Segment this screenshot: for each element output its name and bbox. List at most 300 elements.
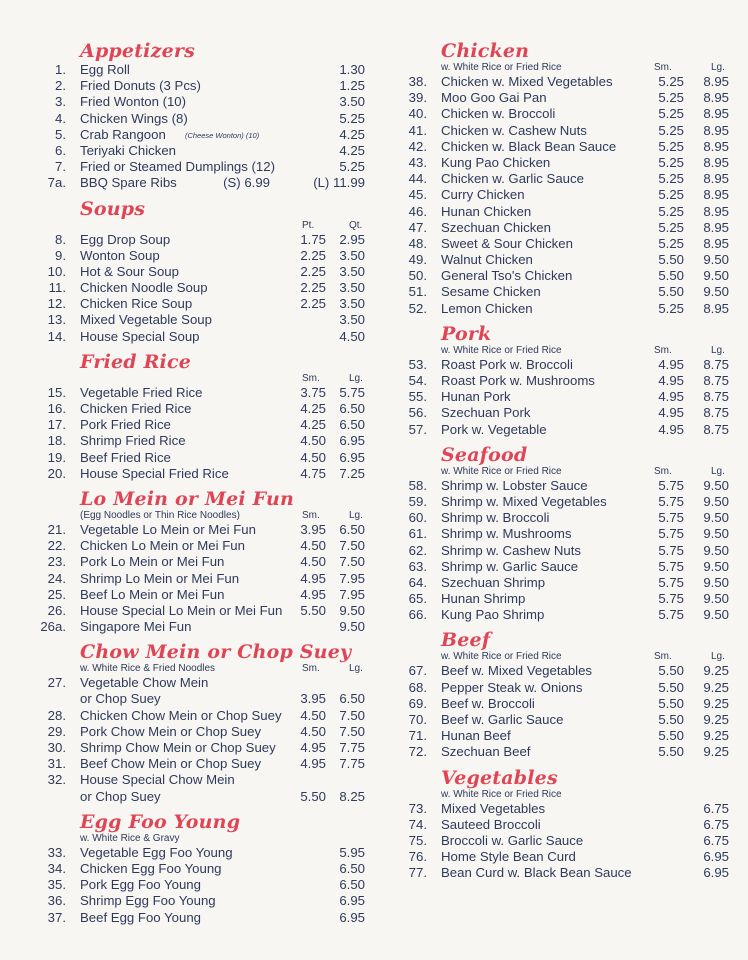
item-number: 71. — [408, 728, 427, 744]
price-large: 9.50 — [703, 558, 729, 574]
price-large: 9.25 — [703, 679, 729, 695]
menu-section-pork — [395, 323, 729, 438]
item-name: Shrimp w. Lobster Sauce — [441, 477, 588, 493]
menu-item — [395, 849, 729, 865]
menu-item — [395, 106, 729, 122]
menu-item — [34, 861, 368, 877]
menu-item — [395, 510, 729, 526]
item-number: 5. — [55, 126, 66, 142]
price-small: 5.25 — [658, 300, 684, 316]
menu-item — [34, 772, 368, 788]
price-large: 9.25 — [703, 744, 729, 760]
menu-item — [395, 220, 729, 236]
menu-item — [34, 587, 368, 603]
price-small: 4.95 — [658, 405, 684, 421]
item-number: 54. — [408, 373, 427, 388]
item-name: Vegetable Chow Mein — [80, 675, 209, 691]
price-large: 9.50 — [339, 602, 365, 618]
price-small: 5.25 — [658, 203, 684, 219]
item-number: 66. — [408, 607, 427, 623]
menu-item — [395, 74, 729, 90]
section-title: Fried Rice — [80, 350, 192, 373]
price-large: 9.25 — [703, 712, 729, 727]
item-name: Szechuan Chicken — [441, 219, 551, 235]
item-name: Beef Fried Rice — [80, 449, 171, 465]
item-number: 1. — [55, 62, 66, 77]
section-subtitle: w. White Rice or Fried Rice — [441, 344, 562, 356]
item-name: Singapore Mei Fun — [80, 619, 192, 635]
price-small: 5.75 — [658, 607, 684, 623]
item-name: Chicken Lo Mein or Mei Fun — [80, 538, 245, 554]
item-name: Chicken Chow Mein or Chop Suey — [80, 707, 282, 723]
section-title: Appetizers — [80, 40, 195, 62]
item-number: 72. — [408, 744, 427, 760]
price-large: 9.25 — [703, 695, 729, 711]
item-number: 52. — [408, 300, 427, 316]
price-header-large: Qt. — [349, 219, 363, 231]
price-small: 5.25 — [658, 106, 684, 122]
item-name: Vegetable Egg Foo Young — [80, 844, 233, 860]
price-small: 5.75 — [658, 526, 684, 542]
price-small: 5.75 — [658, 477, 684, 493]
menu-item — [395, 728, 729, 744]
price-large: 8.75 — [703, 389, 729, 405]
section-title: Egg Foo Young — [80, 810, 241, 833]
menu-item — [34, 296, 368, 312]
item-number: 76. — [408, 849, 427, 865]
item-number: 28. — [47, 707, 66, 723]
menu-item — [395, 301, 729, 317]
menu-left-column — [34, 40, 368, 932]
section-subheader — [80, 510, 368, 522]
item-name: Shrimp w. Broccoli — [441, 510, 550, 526]
section-subtitle: w. White Rice or Fried Rice — [441, 788, 562, 800]
item-number: 62. — [408, 542, 427, 558]
price-large: 4.50 — [339, 328, 365, 344]
price-large: 9.50 — [703, 510, 729, 526]
menu-item — [395, 357, 729, 373]
section-subheader — [441, 651, 729, 663]
price-large: 6.75 — [703, 816, 729, 832]
item-number: 25. — [47, 586, 66, 602]
item-number: 26. — [47, 602, 66, 618]
section-subtitle: w. White Rice & Gravy — [80, 832, 180, 844]
price-small: 3.95 — [300, 691, 326, 707]
menu-item — [34, 554, 368, 570]
item-name: Chicken w. Broccoli — [441, 106, 556, 122]
price-small: 2.25 — [300, 296, 326, 312]
item-number: 45. — [408, 187, 427, 203]
menu-item — [34, 143, 368, 159]
price-small: 1.75 — [300, 231, 326, 247]
item-number: 27. — [47, 675, 66, 691]
menu-item — [34, 724, 368, 740]
item-number: 70. — [408, 712, 427, 727]
item-number: 10. — [47, 263, 66, 279]
item-number: 53. — [408, 356, 427, 372]
item-name: Pork w. Vegetable — [441, 421, 547, 437]
price-small: 5.50 — [658, 712, 684, 727]
item-name: Beef w. Garlic Sauce — [441, 712, 564, 727]
item-number: 43. — [408, 154, 427, 170]
item-number: 65. — [408, 591, 427, 607]
item-name: Kung Pao Chicken — [441, 154, 551, 170]
price-small: 5.75 — [658, 591, 684, 607]
item-number: 18. — [47, 433, 66, 449]
item-number: 2. — [55, 78, 66, 94]
item-name: Pork Egg Foo Young — [80, 877, 201, 893]
menu-item — [34, 522, 368, 538]
price-large: 6.50 — [339, 401, 365, 416]
item-name: Sweet & Sour Chicken — [441, 235, 573, 251]
item-name: Chicken Egg Foo Young — [80, 860, 222, 876]
price-small: 5.75 — [658, 542, 684, 558]
price-large: 5.25 — [339, 159, 365, 175]
price-small: 4.50 — [300, 538, 326, 554]
item-name: Chicken w. Black Bean Sauce — [441, 138, 617, 154]
item-name: Pork Chow Mein or Chop Suey — [80, 723, 262, 739]
menu-item — [34, 94, 368, 110]
price-large: 7.95 — [339, 586, 365, 602]
item-name: Hunan Shrimp — [441, 591, 526, 607]
menu-item — [395, 187, 729, 203]
item-name: Beef Lo Mein or Mei Fun — [80, 586, 225, 602]
price-header-small: Sm. — [302, 663, 320, 675]
menu-item — [395, 405, 729, 421]
menu-item — [395, 123, 729, 139]
menu-item — [34, 232, 368, 248]
section-subtitle: w. White Rice or Fried Rice — [441, 651, 562, 663]
section-subtitle: w. White Rice or Fried Rice — [441, 62, 562, 73]
price-small: 5.25 — [658, 171, 684, 187]
item-number: 34. — [47, 860, 66, 876]
item-name: Kung Pao Shrimp — [441, 607, 545, 623]
price-small: 5.25 — [658, 90, 684, 106]
item-name: Vegetable Lo Mein or Mei Fun — [80, 521, 256, 537]
item-number: 30. — [47, 740, 66, 755]
price-small: 4.50 — [300, 433, 326, 449]
item-number: 24. — [47, 570, 66, 586]
menu-item — [34, 708, 368, 724]
item-number: 21. — [47, 521, 66, 537]
item-number: 11. — [48, 280, 66, 296]
item-number: 48. — [408, 235, 427, 251]
menu-section-soups — [34, 198, 368, 345]
menu-item — [34, 312, 368, 328]
price-large: 6.75 — [703, 832, 729, 848]
item-name: Shrimp w. Mixed Vegetables — [441, 493, 607, 509]
menu-item — [395, 591, 729, 607]
price-small: 4.95 — [658, 421, 684, 437]
item-name: Fried or Steamed Dumplings (12) — [80, 159, 275, 175]
item-name: Szechuan Beef — [441, 744, 531, 760]
menu-item — [34, 910, 368, 926]
menu-item — [34, 450, 368, 466]
item-number: 17. — [47, 417, 66, 433]
menu-section-seafood — [395, 444, 729, 624]
item-number: 39. — [408, 90, 427, 106]
item-note: (Cheese Wonton) (10) — [185, 130, 260, 140]
price-large: 8.95 — [703, 122, 729, 138]
price-header-small: Sm. — [302, 372, 320, 384]
price-small: 4.95 — [658, 356, 684, 372]
item-name: or Chop Suey — [80, 788, 161, 804]
menu-item — [395, 712, 729, 728]
item-number: 31. — [47, 756, 66, 772]
menu-item — [395, 478, 729, 494]
price-large: 6.95 — [339, 449, 365, 465]
item-name: Vegetable Fried Rice — [80, 384, 203, 400]
menu-item — [395, 236, 729, 252]
price-header-small: Sm. — [654, 344, 672, 356]
price-large: 7.75 — [339, 756, 365, 772]
price-small: 5.25 — [658, 187, 684, 203]
item-name: House Special Soup — [80, 328, 200, 344]
item-name: Beef Egg Foo Young — [80, 909, 201, 925]
price-large: 8.95 — [703, 106, 729, 122]
menu-item — [395, 252, 729, 268]
item-number: 42. — [408, 138, 427, 154]
price-small: 5.50 — [300, 602, 326, 618]
price-small: 2.25 — [300, 263, 326, 279]
item-number: 50. — [408, 268, 427, 284]
menu-right-column — [395, 40, 729, 888]
item-number: 15. — [47, 384, 66, 400]
item-number: 63. — [408, 558, 427, 574]
price-large: 4.25 — [339, 142, 365, 158]
menu-item — [395, 389, 729, 405]
menu-item — [34, 127, 368, 143]
item-number: 32. — [47, 772, 66, 788]
menu-item — [395, 744, 729, 760]
item-name: Beef w. Mixed Vegetables — [441, 663, 593, 679]
price-small: 5.75 — [658, 574, 684, 590]
price-large: 9.50 — [703, 493, 729, 509]
price-large: 6.50 — [339, 521, 365, 537]
section-subheader — [441, 345, 729, 357]
section-subheader — [80, 373, 368, 385]
item-name: Shrimp w. Mushrooms — [441, 526, 572, 542]
item-number: 7. — [55, 159, 66, 175]
price-large: 9.50 — [703, 526, 729, 542]
price-large: 6.95 — [339, 433, 365, 449]
price-large: 9.50 — [703, 607, 729, 623]
item-number: 46. — [408, 203, 427, 219]
menu-section-lo-mein — [34, 488, 368, 635]
item-name: Teriyaki Chicken — [80, 142, 177, 158]
item-number: 23. — [47, 554, 66, 570]
item-number: 57. — [408, 421, 427, 437]
price-large: 1.25 — [339, 78, 365, 94]
item-number: 4. — [55, 110, 66, 126]
price-header-small: Sm. — [302, 509, 320, 521]
menu-item — [34, 111, 368, 127]
price-small: 4.95 — [300, 756, 326, 772]
price-large: 5.75 — [339, 384, 365, 400]
item-name: Shrimp Chow Mein or Chop Suey — [80, 740, 276, 755]
section-title: Lo Mein or Mei Fun — [80, 487, 295, 510]
menu-item — [34, 159, 368, 175]
menu-item — [34, 893, 368, 909]
item-name: Roast Pork w. Mushrooms — [441, 373, 595, 388]
price-large: 6.50 — [339, 877, 365, 893]
item-name: Walnut Chicken — [441, 252, 533, 268]
section-subheader — [441, 466, 729, 478]
price-large: 8.95 — [703, 187, 729, 203]
section-gap — [34, 926, 368, 932]
menu-item — [395, 543, 729, 559]
section-title: Chow Mein or Chop Suey — [80, 641, 352, 664]
menu-item — [34, 675, 368, 691]
menu-item — [34, 280, 368, 296]
item-name: Curry Chicken — [441, 187, 525, 203]
item-number: 59. — [408, 493, 427, 509]
item-number: 33. — [47, 844, 66, 860]
price-large: 9.50 — [703, 268, 729, 284]
menu-item — [395, 696, 729, 712]
price-large: 7.50 — [339, 538, 365, 554]
item-name: House Special Lo Mein or Mei Fun — [80, 602, 283, 618]
menu-item — [34, 264, 368, 280]
price-small: 4.95 — [300, 740, 326, 755]
section-title: Vegetables — [441, 766, 558, 789]
section-title: Soups — [80, 197, 146, 220]
item-name: Pork Fried Rice — [80, 417, 171, 433]
menu-section-chicken — [395, 40, 729, 317]
price-large: 8.25 — [339, 788, 365, 804]
menu-section-appetizers — [34, 40, 368, 192]
menu-item — [395, 139, 729, 155]
item-name: Chicken Fried Rice — [80, 401, 192, 416]
menu-section-beef — [395, 629, 729, 760]
price-small: 4.25 — [300, 401, 326, 416]
item-name: Broccoli w. Garlic Sauce — [441, 832, 584, 848]
price-small: 5.50 — [658, 268, 684, 284]
item-number: 16. — [47, 401, 66, 416]
item-number: 38. — [408, 74, 427, 89]
item-name: BBQ Spare Ribs — [80, 175, 177, 191]
item-name: Hunan Pork — [441, 389, 511, 405]
item-number: 19. — [47, 449, 66, 465]
menu-item — [395, 155, 729, 171]
price-large: 6.50 — [339, 691, 365, 707]
price-large: 6.75 — [703, 800, 729, 816]
price-small: 5.25 — [658, 122, 684, 138]
item-number: 69. — [408, 695, 427, 711]
price-small: 4.95 — [300, 586, 326, 602]
price-small: 4.50 — [300, 554, 326, 570]
item-name: Fried Wonton (10) — [80, 94, 187, 110]
menu-section-fried-rice — [34, 351, 368, 482]
item-name: General Tso's Chicken — [441, 268, 573, 284]
price-header-large: Lg. — [711, 344, 725, 356]
menu-item — [34, 571, 368, 587]
item-name: Fried Donuts (3 Pcs) — [80, 78, 201, 94]
item-name: Hunan Beef — [441, 728, 511, 744]
item-number: 75. — [408, 832, 427, 848]
item-number: 55. — [408, 389, 427, 405]
price-large: 8.75 — [703, 373, 729, 388]
item-number: 44. — [408, 171, 427, 187]
price-small: 2.25 — [300, 247, 326, 263]
item-number: 74. — [408, 816, 427, 832]
menu-item — [395, 284, 729, 300]
price-large: 9.50 — [703, 284, 729, 300]
price-small: 5.25 — [658, 235, 684, 251]
item-number: 9. — [55, 247, 66, 263]
item-name: Chicken w. Mixed Vegetables — [441, 74, 613, 89]
price-small: 3.95 — [300, 521, 326, 537]
item-number: 64. — [408, 574, 427, 590]
price-large: 3.50 — [339, 247, 365, 263]
item-name: Chicken Noodle Soup — [80, 280, 208, 296]
price-large: 9.50 — [703, 542, 729, 558]
price-large: 8.95 — [703, 154, 729, 170]
price-small: 5.50 — [300, 788, 326, 804]
item-number: 8. — [55, 231, 66, 247]
item-name: House Special Fried Rice — [80, 465, 229, 481]
item-number: 6. — [55, 142, 66, 158]
price-large: 3.50 — [339, 94, 365, 110]
item-name: Szechuan Shrimp — [441, 574, 546, 590]
item-number: 29. — [47, 723, 66, 739]
price-small: 3.75 — [300, 384, 326, 400]
item-name: Shrimp w. Garlic Sauce — [441, 558, 579, 574]
price-small: 4.50 — [300, 723, 326, 739]
item-name: Hunan Chicken — [441, 203, 532, 219]
item-number: 37. — [47, 909, 66, 925]
price-large: 6.50 — [339, 417, 365, 433]
item-name: Chicken Wings (8) — [80, 110, 188, 126]
price-small: 5.75 — [658, 493, 684, 509]
price-header-large: Lg. — [349, 663, 363, 675]
menu-item — [395, 833, 729, 849]
menu-item — [34, 329, 368, 345]
price-small: 5.75 — [658, 558, 684, 574]
item-number: 60. — [408, 510, 427, 526]
price-small: 5.25 — [658, 138, 684, 154]
section-gap — [395, 882, 729, 888]
price-header-large: Lg. — [711, 465, 725, 477]
item-name: Bean Curd w. Black Bean Sauce — [441, 865, 632, 881]
price-large: 6.95 — [339, 893, 365, 909]
section-title: Beef — [441, 629, 491, 652]
price-large: 7.50 — [339, 707, 365, 723]
price-large: 7.50 — [339, 554, 365, 570]
price-small: 4.50 — [300, 449, 326, 465]
price-large: (L) 11.99 — [313, 175, 365, 191]
section-title: Chicken — [441, 40, 530, 62]
item-number: 40. — [408, 106, 427, 122]
item-name: Mixed Vegetable Soup — [80, 312, 212, 328]
price-large: 7.95 — [339, 570, 365, 586]
menu-item — [34, 619, 368, 635]
menu-item — [395, 865, 729, 881]
price-small: 4.50 — [300, 707, 326, 723]
item-number: 67. — [408, 663, 427, 679]
menu-item — [395, 526, 729, 542]
item-number: 26a. — [40, 619, 66, 635]
price-small: 5.50 — [658, 252, 684, 268]
price-small: 5.75 — [658, 510, 684, 526]
price-large: 8.95 — [703, 300, 729, 316]
price-large: 8.95 — [703, 171, 729, 187]
item-number: 68. — [408, 679, 427, 695]
price-header-large: Lg. — [711, 651, 725, 663]
menu-section-egg-foo-young — [34, 811, 368, 926]
item-number: 35. — [47, 877, 66, 893]
menu-item — [34, 78, 368, 94]
